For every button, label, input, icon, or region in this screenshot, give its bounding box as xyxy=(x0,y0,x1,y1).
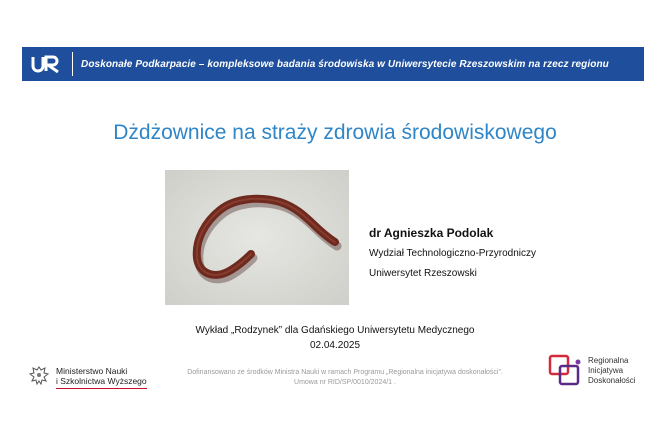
rid-line-2: Inicjatywa xyxy=(588,366,624,375)
page-title: Dżdżownice na straży zdrowia środowiskowego xyxy=(113,121,557,144)
rid-name xyxy=(588,356,636,386)
university-logo xyxy=(28,52,73,76)
ministry-line-2: i Szkolnictwa Wyższego xyxy=(56,375,147,386)
eagle-emblem-icon xyxy=(28,364,50,390)
ministry-name xyxy=(56,366,147,389)
author-name: dr Agnieszka Podolak xyxy=(369,226,494,240)
rid-line-1: Regionalna xyxy=(588,356,629,365)
funding-line-1: Dofinansowano ze środków Ministra Nauki w ramach Programu „Regionalna inicjatywa doskonałości”. xyxy=(187,369,503,376)
rid-logo xyxy=(548,354,636,388)
banner-text: Doskonałe Podkarpacie – kompleksowe badania środowiska w Uniwersytecie Rzeszowskim na rzecz regionu xyxy=(81,58,609,70)
funding-line-2: Umowa nr RID/SP/0010/2024/1 . xyxy=(294,379,396,386)
funding-note xyxy=(150,368,540,388)
rid-line-3: Doskonałości xyxy=(588,376,636,385)
rid-emblem-icon xyxy=(548,354,584,388)
header-banner xyxy=(22,47,644,81)
ministry-logo xyxy=(28,364,147,390)
ur-logo-icon xyxy=(31,55,65,73)
author-university: Uniwersytet Rzeszowski xyxy=(369,268,477,279)
lecture-date: 02.04.2025 xyxy=(309,340,361,351)
earthworm-image xyxy=(165,170,349,305)
author-faculty: Wydział Technologiczno-Przyrodniczy xyxy=(369,248,537,259)
lecture-title: Wykład „Rodzynek” dla Gdańskiego Uniwersytetu Medycznego xyxy=(195,325,475,336)
ministry-line-1: Ministerstwo Nauki xyxy=(56,365,128,376)
earthworm-photo xyxy=(165,170,349,305)
